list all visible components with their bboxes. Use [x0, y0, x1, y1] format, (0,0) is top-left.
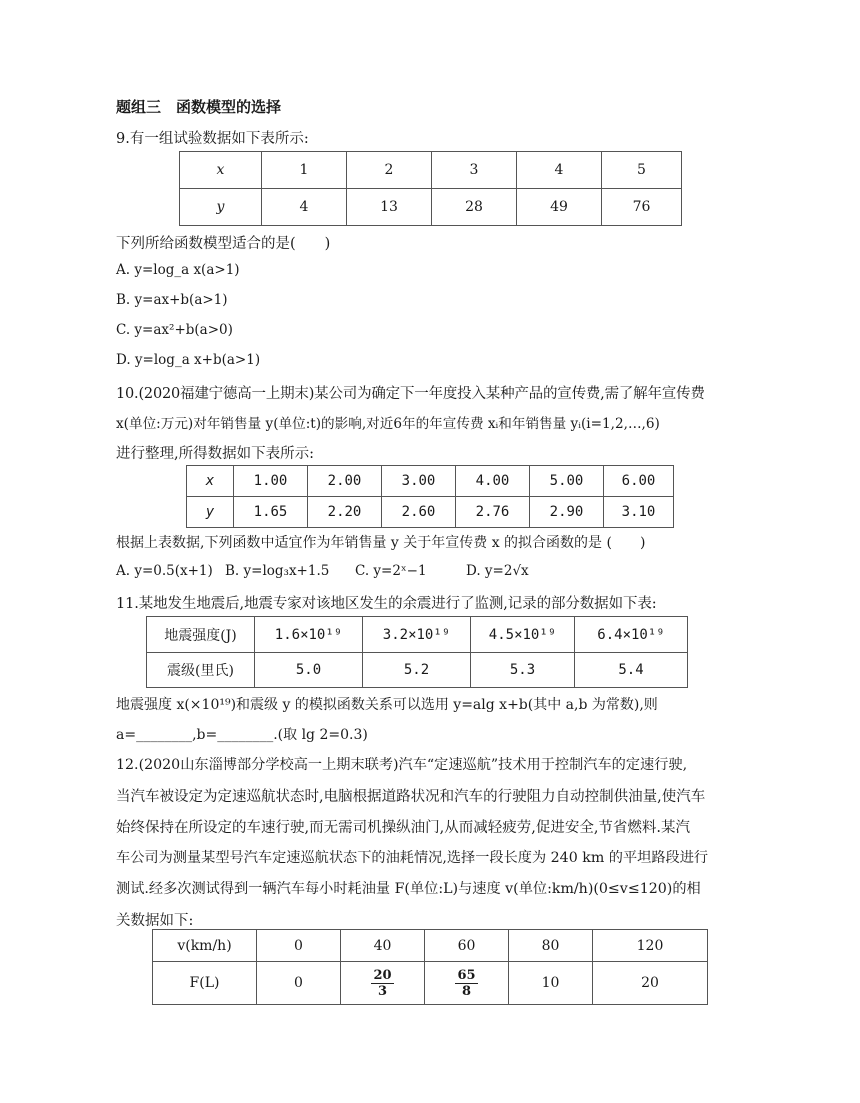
q11-stem: 11.某地发生地震后,地震专家对该地区发生的余震进行了监测,记录的部分数据如下表:	[116, 596, 657, 612]
q9-table	[179, 151, 682, 226]
table-cell: 6.4×10¹⁹	[575, 617, 688, 653]
q9-y-header: y	[180, 189, 262, 226]
q12-table	[152, 929, 708, 1005]
q10-line1: 10.(2020福建宁德高一上期末)某公司为确定下一年度投入某种产品的宣传费,需了解年宣传费	[116, 386, 705, 402]
table-cell: 4.00	[456, 466, 530, 497]
table-cell: 3.10	[604, 497, 674, 528]
table-cell: 2.90	[530, 497, 604, 528]
table-cell: v(km/h)	[153, 930, 257, 962]
table-cell: 3	[432, 152, 517, 189]
table-cell: F(L)	[153, 962, 257, 1005]
q10-option-c: C. y=2ˣ−1	[355, 563, 427, 579]
table-cell: 2	[347, 152, 432, 189]
table-cell: 1	[262, 152, 347, 189]
table-cell: 49	[517, 189, 602, 226]
table-cell: 0	[257, 930, 341, 962]
q10-line2: x(单位:万元)对年销售量 y(单位:t)的影响,对近6年的年宣传费 xᵢ和年销售量 yᵢ(i=1,2,…,6)	[116, 416, 660, 432]
table-cell: 5	[602, 152, 682, 189]
table-cell: 5.2	[363, 653, 471, 688]
table-cell: 2.00	[308, 466, 382, 497]
q12-line5: 测试.经多次测试得到一辆汽车每小时耗油量 F(单位:L)与速度 v(单位:km/h)(0≤v≤120)的相	[116, 881, 701, 897]
q12-line1: 12.(2020山东淄博部分学校高一上期末联考)汽车“定速巡航”技术用于控制汽车的定速行驶,	[116, 757, 688, 773]
q10-y-header: y	[187, 497, 234, 528]
table-cell: 3.00	[382, 466, 456, 497]
q9-option-a: A. y=log_a x(a>1)	[116, 262, 240, 278]
table-cell: 3.2×10¹⁹	[363, 617, 471, 653]
q10-line3: 进行整理,所得数据如下表所示:	[116, 446, 314, 462]
fraction	[371, 968, 393, 999]
q9-x-header: x	[180, 152, 262, 189]
table-cell: 20	[593, 962, 708, 1005]
table-cell: 6.00	[604, 466, 674, 497]
table-cell: 1.6×10¹⁹	[255, 617, 363, 653]
q11-table	[146, 616, 688, 688]
table-cell: 60	[425, 930, 509, 962]
q9-option-d: D. y=log_a x+b(a>1)	[116, 352, 261, 368]
table-cell: 1.65	[234, 497, 308, 528]
table-cell: 40	[341, 930, 425, 962]
table-cell: 5.3	[471, 653, 575, 688]
table-cell: 5.0	[255, 653, 363, 688]
fraction-cell	[425, 962, 509, 1005]
table-cell: 120	[593, 930, 708, 962]
q10-x-header: x	[187, 466, 234, 497]
table-cell: 0	[257, 962, 341, 1005]
q10-question: 根据上表数据,下列函数中适宜作为年销售量 y 关于年宣传费 x 的拟合函数的是 ( )	[116, 535, 646, 551]
fraction	[455, 968, 477, 999]
numerator: 65	[457, 967, 476, 983]
table-cell: 4	[262, 189, 347, 226]
q9-question: 下列所给函数模型适合的是( )	[116, 236, 331, 252]
group-title: 题组三 函数模型的选择	[116, 98, 282, 116]
table-cell: 1.00	[234, 466, 308, 497]
table-cell: 地震强度(J)	[147, 617, 255, 653]
denominator: 8	[461, 983, 472, 999]
table-cell: 28	[432, 189, 517, 226]
table-cell: 2.60	[382, 497, 456, 528]
q12-line2: 当汽车被设定为定速巡航状态时,电脑根据道路状况和汽车的行驶阻力自动控制供油量,使汽车	[116, 789, 706, 805]
table-cell: 4.5×10¹⁹	[471, 617, 575, 653]
q10-option-b: B. y=log₃x+1.5	[225, 563, 330, 579]
denominator: 3	[377, 983, 388, 999]
q12-line4: 车公司为测量某型号汽车定速巡航状态下的油耗情况,选择一段长度为 240 km 的平坦路段进行	[116, 850, 709, 866]
q12-line3: 始终保持在所设定的车速行驶,而无需司机操纵油门,从而减轻疲劳,促进安全,节省燃料.某汽	[116, 820, 691, 836]
q9-option-b: B. y=ax+b(a>1)	[116, 292, 228, 308]
table-cell: 震级(里氏)	[147, 653, 255, 688]
table-cell: 76	[602, 189, 682, 226]
table-cell: 4	[517, 152, 602, 189]
table-cell: 13	[347, 189, 432, 226]
q12-line6: 关数据如下:	[116, 913, 194, 929]
table-cell: 80	[509, 930, 593, 962]
table-cell: 2.20	[308, 497, 382, 528]
table-cell: 5.00	[530, 466, 604, 497]
q10-table	[186, 465, 674, 528]
table-cell: 5.4	[575, 653, 688, 688]
q11-line2: a=________,b=________.(取 lg 2=0.3)	[116, 727, 368, 743]
q9-option-c: C. y=ax²+b(a>0)	[116, 322, 233, 338]
numerator: 20	[373, 967, 392, 983]
q10-option-a: A. y=0.5(x+1)	[116, 563, 213, 579]
q11-line1: 地震强度 x(×10¹⁹)和震级 y 的模拟函数关系可以选用 y=alg x+b(其中 a,b 为常数),则	[116, 697, 658, 713]
q10-option-d: D. y=2√x	[466, 563, 529, 579]
table-cell: 10	[509, 962, 593, 1005]
q9-stem: 9.有一组试验数据如下表所示:	[116, 131, 309, 147]
fraction-cell	[341, 962, 425, 1005]
table-cell: 2.76	[456, 497, 530, 528]
